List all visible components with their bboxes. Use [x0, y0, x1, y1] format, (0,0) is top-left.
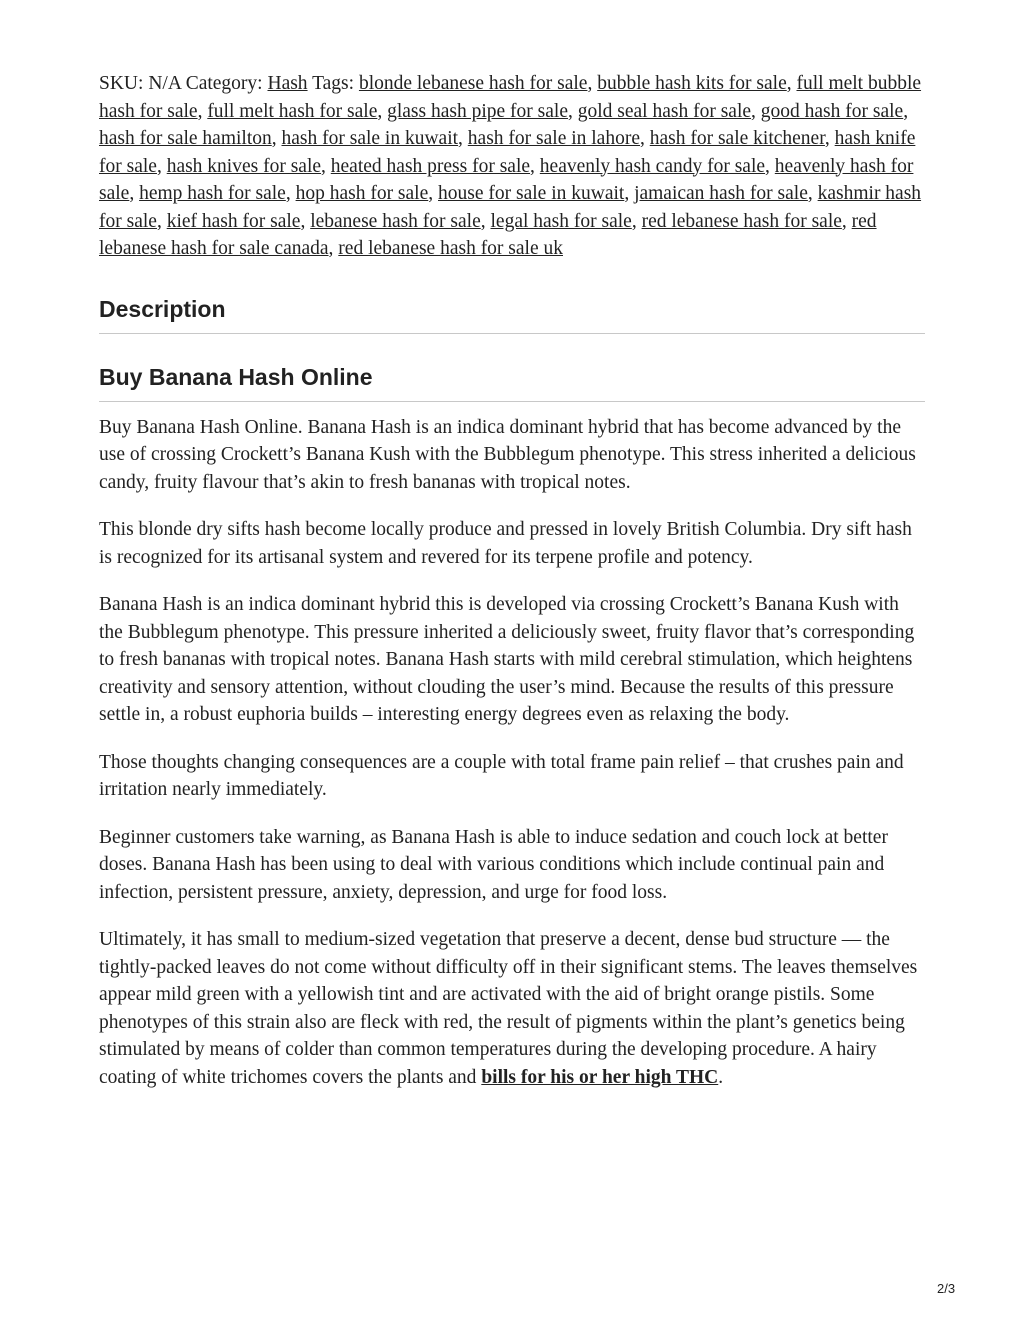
tag-link[interactable]: hop hash for sale [295, 183, 429, 204]
description-heading: Description [99, 296, 925, 334]
description-paragraph: Buy Banana Hash Online. Banana Hash is an indica dominant hybrid that has become advanced by the use of crossing Crockett’s Banana Kush with the Bubblegum phenotype. This stress inherited a delicious candy, fruity flavour that’s akin to fresh bananas with tropical notes. [99, 416, 916, 493]
tag-link[interactable]: full melt hash for sale [207, 100, 378, 122]
tags-label: Tags: [312, 73, 355, 94]
tags-list: blonde lebanese hash for sale, bubble hash kits for sale, full melt bubble hash for sale, full melt hash for sale, glass hash pipe for sale, gold seal hash for sale, good hash for sale, hash for sale hamilton, hash for sale in kuwait, hash for sale in lahore, hash for sale kitchener, hash knife for sale, hash knives for sale, heated hash press for sale, heavenly hash candy for sale, heavenly hash for sale, hemp hash for sale, hop hash for sale, house for sale in kuwait, jamaican hash for sale, kashmir hash for sale, kief hash for sale, lebanese hash for sale, legal hash for sale, red lebanese hash for sale, red lebanese hash for sale canada, red lebanese hash for sale uk [99, 73, 922, 259]
tag-link[interactable]: house for sale in kuwait [438, 183, 625, 204]
tag-link[interactable]: red lebanese hash for sale [641, 210, 842, 232]
tag-link[interactable]: hash for sale hamilton [99, 128, 272, 149]
product-meta [99, 70, 925, 263]
tag-link[interactable]: red lebanese hash for sale canada [99, 210, 877, 259]
tag-link[interactable]: hash knives for sale [166, 155, 322, 177]
description-paragraph: Beginner customers take warning, as Banana Hash is able to induce sedation and couch lock at better doses. Banana Hash has been using to deal with various conditions which include continual pain and infection, persistent pressure, anxiety, depression, and urge for food loss. [99, 826, 888, 903]
tag-link[interactable]: heavenly hash candy for sale [539, 155, 766, 177]
tag-link[interactable]: hash for sale in lahore [467, 128, 640, 149]
page-number: 2/3 [937, 1281, 956, 1296]
tag-link[interactable]: blonde lebanese hash for sale [358, 73, 588, 94]
tag-link[interactable]: full melt bubble hash for sale [99, 73, 922, 122]
tag-link[interactable]: heated hash press for sale [330, 155, 531, 177]
product-heading: Buy Banana Hash Online [99, 364, 925, 402]
high-thc-link[interactable]: bills for his or her high THC [481, 1066, 719, 1088]
last-paragraph-text: Ultimately, it has small to medium-sized vegetation that preserve a decent, dense bud structure — the tightly-packed leaves do not come without difficulty off in their significant stems. The leaves themselves appear mild green with a yellowish tint and are activated with the aid of bright orange pistils. Some phenotypes of this strain also are fleck with red, the result of pigments within the plant’s genetics being stimulated by means of colder than common temperatures during the developing procedure. A hairy coating of white trichomes covers the plants and [99, 929, 918, 1088]
sku-value: N/A [148, 73, 181, 94]
tag-link[interactable]: hash for sale in kuwait [281, 128, 459, 149]
description-paragraph-last [99, 926, 925, 1091]
tag-link[interactable]: red lebanese hash for sale uk [338, 238, 563, 259]
tag-link[interactable]: legal hash for sale [490, 210, 632, 232]
page-content [99, 70, 925, 1111]
tag-link[interactable]: kashmir hash for sale [99, 183, 922, 232]
sku-label: SKU: [99, 73, 144, 94]
description-paragraph: Banana Hash is an indica dominant hybrid this is developed via crossing Crockett’s Banana Kush with the Bubblegum phenotype. This pressure inherited a deliciously sweet, fruity flavor that’s corresponding to fresh bananas with tropical notes. Banana Hash starts with mild cerebral stimulation, which heightens creativity and sensory attention, without clouding the user’s mind. Because the results of this pressure settle in, a robust euphoria builds – interesting energy degrees even as relaxing the body. [99, 594, 915, 725]
tag-link[interactable]: gold seal hash for sale [577, 100, 752, 122]
description-paragraph: Those thoughts changing consequences are a couple with total frame pain relief – that crushes pain and irritation nearly immediately. [99, 751, 904, 800]
tag-link[interactable]: lebanese hash for sale [310, 210, 481, 232]
tag-link[interactable]: hash knife for sale [99, 128, 916, 177]
category-link[interactable]: Hash [267, 73, 308, 94]
tag-link[interactable]: hemp hash for sale [139, 183, 286, 204]
tag-link[interactable]: bubble hash kits for sale [597, 73, 787, 94]
tag-link[interactable]: heavenly hash for sale [99, 155, 914, 204]
tag-link[interactable]: hash for sale kitchener [649, 128, 825, 149]
tag-link[interactable]: kief hash for sale [166, 210, 301, 232]
category-label: Category: [185, 73, 263, 94]
tag-link[interactable]: good hash for sale [760, 100, 904, 122]
tag-link[interactable]: glass hash pipe for sale [387, 100, 568, 122]
last-paragraph-end: . [718, 1066, 724, 1088]
tag-link[interactable]: jamaican hash for sale [634, 183, 808, 204]
description-paragraph: This blonde dry sifts hash become locally produce and pressed in lovely British Columbia. Dry sift hash is recognized for its artisanal system and revered for its terpene profile and potency. [99, 519, 912, 568]
